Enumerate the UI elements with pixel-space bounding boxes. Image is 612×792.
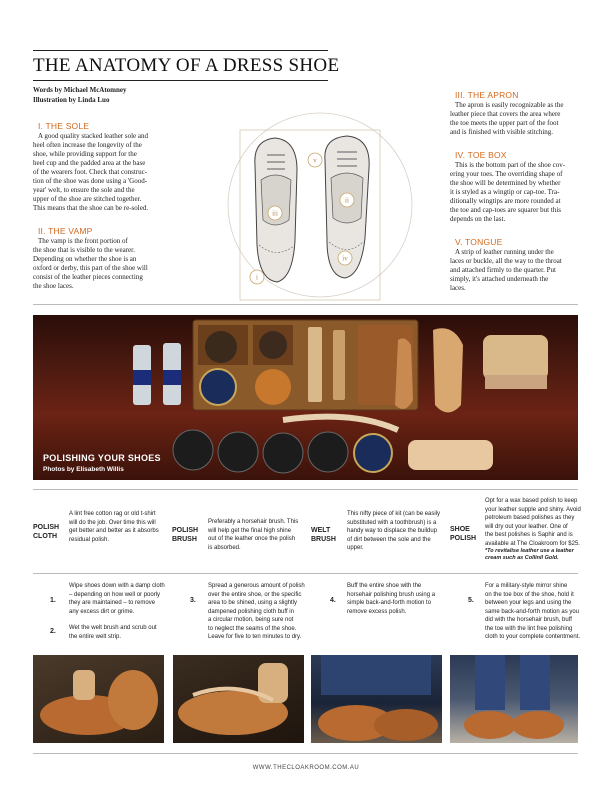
- marker-iv: iv: [342, 254, 348, 263]
- step-1-number: 1.: [50, 597, 56, 604]
- marker-i: i: [256, 273, 258, 282]
- step-5-number: 5.: [468, 597, 474, 604]
- marker-v: v: [313, 156, 317, 165]
- banner-credit: Photos by Elisabeth Willis: [43, 466, 124, 473]
- step-2-number: 2.: [50, 628, 56, 635]
- tool-label-polish-cloth: POLISH CLOTH: [33, 524, 60, 540]
- words-credit: Words by Michael McAtomney: [33, 86, 127, 94]
- tool-label-polish-brush: POLISH BRUSH: [172, 527, 199, 543]
- footer-rule: [33, 753, 578, 754]
- step-5-text: For a military-style mirror shine on the toe box of the shoe, hold it between your legs and using the same back-and-forth motion as you did with the horsehair brush, buff the toe with the lint free polishing cloth to your complete contentment.: [485, 583, 581, 640]
- tool-label-shoe-polish: SHOE POLISH: [450, 526, 477, 542]
- marker-iii: iii: [272, 209, 278, 218]
- step-4-number: 4.: [330, 597, 336, 604]
- steps-top-rule: [33, 573, 578, 574]
- tool-desc-shoe-polish: Opt for a wax based polish to keep your leather supple and shiny. Avoid petroleum based polishes as they will dry out your leather. One of the best polishes is Saphir and is available at The Cloakroom for $25. *To revitalise leather use a leather cream such as Collinil Gold.: [485, 497, 585, 562]
- sole-body: A good quality stacked leather sole and heel often increase the longevity of the shoe, while providing support for the heel cup and the padded area at the base of the wearers foot. Check that construc- tion of the shoe was done using a 'Good- year' welt, to ensure the sole and the upper of the shoe are stitched together. This means that the shoe can be re-soled.: [33, 132, 149, 212]
- toebox-body: This is the bottom part of the shoe cov- ering your toes. The overriding shape of the shoe will be determined by whether it is styled as a wingtip or cap-toe. Tra- ditionally wingtips are more rounded at the toe and cap-toes are squarer but this depends on the last.: [450, 161, 566, 223]
- tool-desc-welt-brush: This nifty piece of kit (can be easily substituted with a toothbrush) is a handy way to displace the buildup of dirt between the sole and the upper.: [347, 511, 441, 551]
- step-photo-3: [311, 655, 442, 743]
- toebox-heading: IV. TOE BOX: [455, 150, 507, 160]
- page-title: THE ANATOMY OF A DRESS SHOE: [33, 55, 340, 76]
- tool-desc-polish-brush: Preferably a horsehair brush. This will help get the final high shine out of the leather once the polish is absorbed.: [208, 519, 299, 551]
- step-2-text: Wet the welt brush and scrub out the entire welt strip.: [69, 625, 157, 640]
- step-photo-1: [33, 655, 164, 743]
- tool-desc-polish-cloth: A lint free cotton rag or old t-shirt will do the job. Over time this will get better and better as it absorbs residual polish.: [69, 511, 159, 543]
- banner-title: POLISHING YOUR SHOES: [43, 453, 161, 463]
- section-divider: [33, 304, 578, 305]
- apron-heading: III. THE APRON: [455, 90, 519, 100]
- step-photo-2: [173, 655, 304, 743]
- step-3-text: Spread a generous amount of polish over the entire shoe, or the specific area to be shined, using a slightly dampened polishing cloth buff in a circular motion, being sure not to neglect the seams of the shoe. Leave for five to ten minutes to dry.: [208, 583, 305, 640]
- marker-ii: ii: [345, 196, 349, 205]
- footer-url: WWW.THECLOAKROOM.COM.AU: [252, 765, 360, 771]
- tools-top-rule: [33, 489, 578, 490]
- step-photo-4: [450, 655, 578, 743]
- tongue-heading: V. TONGUE: [455, 237, 503, 247]
- step-3-number: 3.: [190, 597, 196, 604]
- polishing-photo-banner: [33, 315, 578, 480]
- tool-label-welt-brush: WELT BRUSH: [311, 527, 336, 543]
- title-underline: [33, 80, 328, 81]
- sole-heading: I. THE SOLE: [38, 121, 90, 131]
- vamp-heading: II. THE VAMP: [38, 226, 93, 236]
- top-rule: [33, 50, 328, 51]
- vamp-body: The vamp is the front portion of the shoe that is visible to the wearer. Depending on whether the shoe is an oxford or derby, this part of the shoe will consist of the leather pieces connecting the shoe laces.: [33, 237, 148, 290]
- apron-body: The apron is easily recognizable as the leather piece that covers the area where the toe meets the upper part of the foot and is finished with visible stitching.: [450, 101, 564, 136]
- leather-cream-note: *To revitalise leather use a leather cream such as Collinil Gold.: [485, 548, 574, 561]
- illustration-credit: Illustration by Linda Luo: [33, 96, 110, 104]
- step-4-text: Buff the entire shoe with the horsehair polishing brush using a simple back-and-forth motion to remove excess polish.: [347, 583, 436, 615]
- shoe-illustration: [185, 110, 435, 310]
- step-1-text: Wipe shoes down with a damp cloth – depending on how well or poorly they are maintained – to remove any excess dirt or grime.: [69, 583, 165, 615]
- tongue-body: A strip of leather running under the laces or buckle, all the way to the throat and attached firmly to the quarter. Put simply, it's attached underneath the laces.: [450, 248, 562, 292]
